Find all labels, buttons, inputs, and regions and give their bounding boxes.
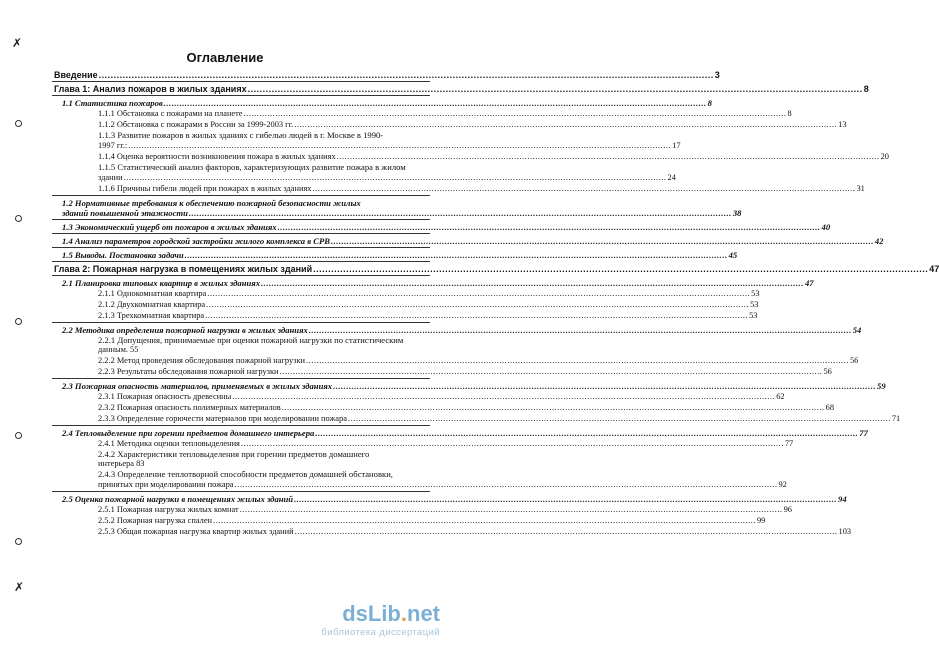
dot-leader (235, 479, 778, 489)
toc-page-number: 8 (863, 84, 869, 94)
toc-subsection (52, 355, 859, 366)
dot-leader (282, 402, 825, 412)
dot-leader (244, 108, 787, 118)
toc-entry-label: 1.1.6 Причины гибели людей при пожарах в жилых зданиях (98, 184, 312, 193)
toc-section (52, 195, 742, 218)
toc-subsection (52, 402, 835, 413)
table-of-contents (52, 70, 939, 537)
dot-leader (261, 278, 804, 288)
toc-entry-label: 2.4 Тепловыделение при горении предметов домашнего интерьера (62, 428, 315, 438)
toc-chapter (52, 81, 869, 94)
toc-page-number: 3 (714, 70, 720, 80)
toc-entry-label: 1.1.4 Оценка вероятности возникновения пожара в жилых зданиях (98, 152, 336, 161)
toc-entry-label-continued: интерьера 83 (98, 459, 145, 468)
toc-chapter (52, 261, 939, 274)
toc-entry-label-continued: данным. 55 (98, 345, 139, 354)
toc-section (52, 233, 884, 246)
toc-page-number: 71 (891, 414, 901, 423)
toc-subsection (52, 515, 766, 526)
dot-leader (213, 515, 756, 525)
toc-entry-label: 2.1.1 Однокомнатная квартира (98, 289, 207, 298)
dot-leader (309, 325, 852, 335)
binder-hole-icon (15, 432, 22, 439)
toc-subsection (52, 108, 792, 119)
toc-page-number: 8 (707, 98, 712, 108)
toc-page-number: 94 (838, 494, 847, 504)
watermark-subtitle: библиотека диссертаций (321, 627, 440, 638)
toc-page-number: 31 (856, 184, 865, 193)
toc-page-number: 8 (787, 109, 792, 118)
toc-subsection (52, 438, 794, 449)
toc-page-number: 96 (783, 505, 792, 514)
toc-subsection (52, 130, 681, 151)
toc-entry-label-continued: здании (98, 173, 123, 182)
dot-leader (331, 236, 874, 246)
toc-section (52, 378, 886, 391)
toc-entry-label: 1.2 Нормативные требования к обеспечению пожарной безопасности жилых (62, 198, 361, 208)
dot-leader (206, 299, 749, 309)
dot-leader (240, 504, 783, 514)
toc-subsection (52, 504, 792, 515)
toc-entry-label: 2.5.1 Пожарная нагрузка жилых комнат (98, 505, 239, 514)
toc-entry-label: 2.3.1 Пожарная опасность древесины (98, 392, 232, 401)
dot-leader (348, 413, 891, 423)
dot-leader (205, 310, 748, 320)
toc-page-number: 47 (804, 278, 814, 288)
dot-leader (313, 264, 928, 274)
toc-section (52, 322, 862, 335)
toc-entry-label: 2.2.2 Метод проведения обследования пожарной нагрузки (98, 356, 306, 365)
toc-entry-label: 1.1.5 Статистический анализ факторов, характеризующих развитие пожара в жилом (98, 162, 406, 172)
toc-entry-label: 2.5.2 Пожарная нагрузка спален (98, 516, 213, 525)
toc-page-number: 56 (823, 367, 832, 376)
toc-page-number: 103 (838, 527, 852, 536)
toc-page-number: 42 (874, 236, 884, 246)
dot-leader (294, 494, 837, 504)
toc-page-number: 99 (756, 516, 766, 525)
toc-entry-label: 2.1.2 Двухкомнатная квартира (98, 300, 206, 309)
dot-leader (207, 288, 750, 298)
toc-subsection (52, 119, 847, 130)
toc-chapter (52, 70, 720, 80)
toc-entry-label: 2.3.2 Пожарная опасность полимерных материалов (98, 403, 281, 412)
watermark (321, 601, 440, 638)
toc-page-number: 47 (929, 264, 939, 274)
toc-subsection (52, 469, 787, 490)
toc-page-number: 45 (728, 250, 738, 260)
toc-entry-label-continued: принятых при моделировании пожара (98, 480, 234, 489)
toc-page-number: 62 (776, 392, 785, 401)
toc-entry-label: 1.1.3 Развитие пожаров в жилых зданиях с гибелью людей в г. Москве в 1990- (98, 130, 384, 140)
dot-leader (241, 438, 784, 448)
toc-entry-label: Глава 2: Пожарная нагрузка в помещениях жилых зданий (54, 264, 313, 274)
toc-entry-label-continued: зданий повышенной этажности (62, 208, 188, 218)
binder-hole-icon (15, 120, 22, 127)
toc-subsection (52, 299, 759, 310)
toc-subsection (52, 310, 758, 321)
toc-entry-label: 2.3.3 Определение горючести материалов при моделировании пожара (98, 414, 347, 423)
dot-leader (248, 84, 863, 94)
dot-leader (189, 208, 732, 218)
toc-page-number: 38 (732, 208, 742, 218)
toc-page-number: 77 (784, 439, 794, 448)
toc-entry-label: 1.1 Статистика пожаров (62, 98, 163, 108)
toc-entry-label: 2.2.3 Результаты обследования пожарной нагрузки (98, 367, 279, 376)
toc-entry-label: Введение (54, 70, 98, 80)
toc-page-number: 17 (672, 141, 681, 150)
toc-page-number: 53 (750, 300, 759, 309)
toc-entry-label: 2.5 Оценка пожарной нагрузки в помещениях жилых зданий (62, 494, 294, 504)
toc-section (52, 491, 847, 504)
dot-leader (185, 250, 728, 260)
toc-page-number: 77 (859, 428, 868, 438)
dot-leader (164, 98, 707, 108)
dot-leader (128, 140, 671, 150)
toc-subsection (52, 335, 430, 355)
toc-entry-label: 2.5.3 Общая пожарная нагрузка квартир жилых зданий (98, 527, 294, 536)
toc-subsection (52, 391, 785, 402)
toc-subsection (52, 183, 865, 194)
toc-entry-label: 2.4.2 Характеристики тепловыделения при горении предметов домашнего (98, 449, 370, 459)
toc-section (52, 275, 814, 288)
toc-subsection (52, 413, 901, 424)
dot-leader (278, 222, 821, 232)
dot-leader (280, 366, 823, 376)
toc-section (52, 247, 738, 260)
toc-entry-label: 1.4 Анализ параметров городской застройки жилого комплекса в СРВ (62, 236, 330, 246)
binder-hole-icon (15, 215, 22, 222)
toc-page-number: 13 (838, 120, 847, 129)
binder-hole-icon (15, 538, 22, 545)
toc-entry-label: 2.4.1 Методика оценки тепловыделения (98, 439, 240, 448)
toc-section (52, 219, 831, 232)
toc-page-number: 54 (852, 325, 862, 335)
toc-entry-label: 2.3 Пожарная опасность материалов, применяемых в жилых зданиях (62, 381, 333, 391)
toc-subsection (52, 526, 852, 537)
toc-entry-label: Глава 1: Анализ пожаров в жилых зданиях (54, 84, 247, 94)
toc-subsection (52, 162, 676, 183)
toc-section (52, 95, 712, 108)
dot-leader (99, 70, 714, 80)
toc-section (52, 425, 868, 438)
toc-entry-label: 1.3 Экономический ущерб от пожаров в жилых зданиях (62, 222, 277, 232)
scan-mark-icon: ✗ (12, 36, 23, 50)
dot-leader (232, 391, 775, 401)
toc-subsection (52, 151, 889, 162)
watermark-logo: dsLib.net (342, 601, 440, 626)
toc-page-number: 53 (751, 289, 760, 298)
toc-entry-label: 2.2 Методика определения пожарной нагрузки в жилых зданиях (62, 325, 308, 335)
toc-entry-label: 1.1.2 Обстановка с пожарами в России за 1999-2003 гг. (98, 120, 294, 129)
toc-page-number: 24 (667, 173, 676, 182)
toc-subsection (52, 449, 430, 469)
dot-leader (333, 381, 876, 391)
toc-page-number: 40 (821, 222, 831, 232)
toc-entry-label: 2.1.3 Трехкомнатная квартира (98, 311, 205, 320)
dot-leader (313, 183, 856, 193)
scan-mark-icon: ✗ (14, 580, 25, 594)
dot-leader (295, 526, 838, 536)
toc-page-number: 68 (825, 403, 835, 412)
dot-leader (306, 355, 849, 365)
dot-leader (337, 151, 880, 161)
toc-entry-label: 2.4.3 Определение теплотворной способности предметов домашней обстановки, (98, 469, 393, 479)
toc-entry-label: 2.1 Планировка типовых квартир в жилых зданиях (62, 278, 261, 288)
toc-page-number: 53 (749, 311, 758, 320)
toc-entry-label: 1.5 Выводы. Постановка задачи (62, 250, 184, 260)
toc-entry-label: 2.2.1 Допущения, принимаемые при оценки пожарной нагрузки по статистическим (98, 335, 404, 345)
dot-leader (124, 172, 667, 182)
toc-page-number: 92 (778, 480, 787, 489)
toc-entry-label: 1.1.1 Обстановка с пожарами на планете (98, 109, 243, 118)
toc-subsection (52, 288, 760, 299)
toc-entry-label-continued: 1997 гг.: (98, 141, 128, 150)
dot-leader (315, 428, 858, 438)
page-title: Оглавление (186, 50, 264, 65)
toc-page-number: 56 (849, 356, 859, 365)
toc-page-number: 20 (880, 152, 889, 161)
toc-page-number: 59 (877, 381, 886, 391)
toc-subsection (52, 366, 832, 377)
binder-hole-icon (15, 318, 22, 325)
dot-leader (294, 119, 837, 129)
